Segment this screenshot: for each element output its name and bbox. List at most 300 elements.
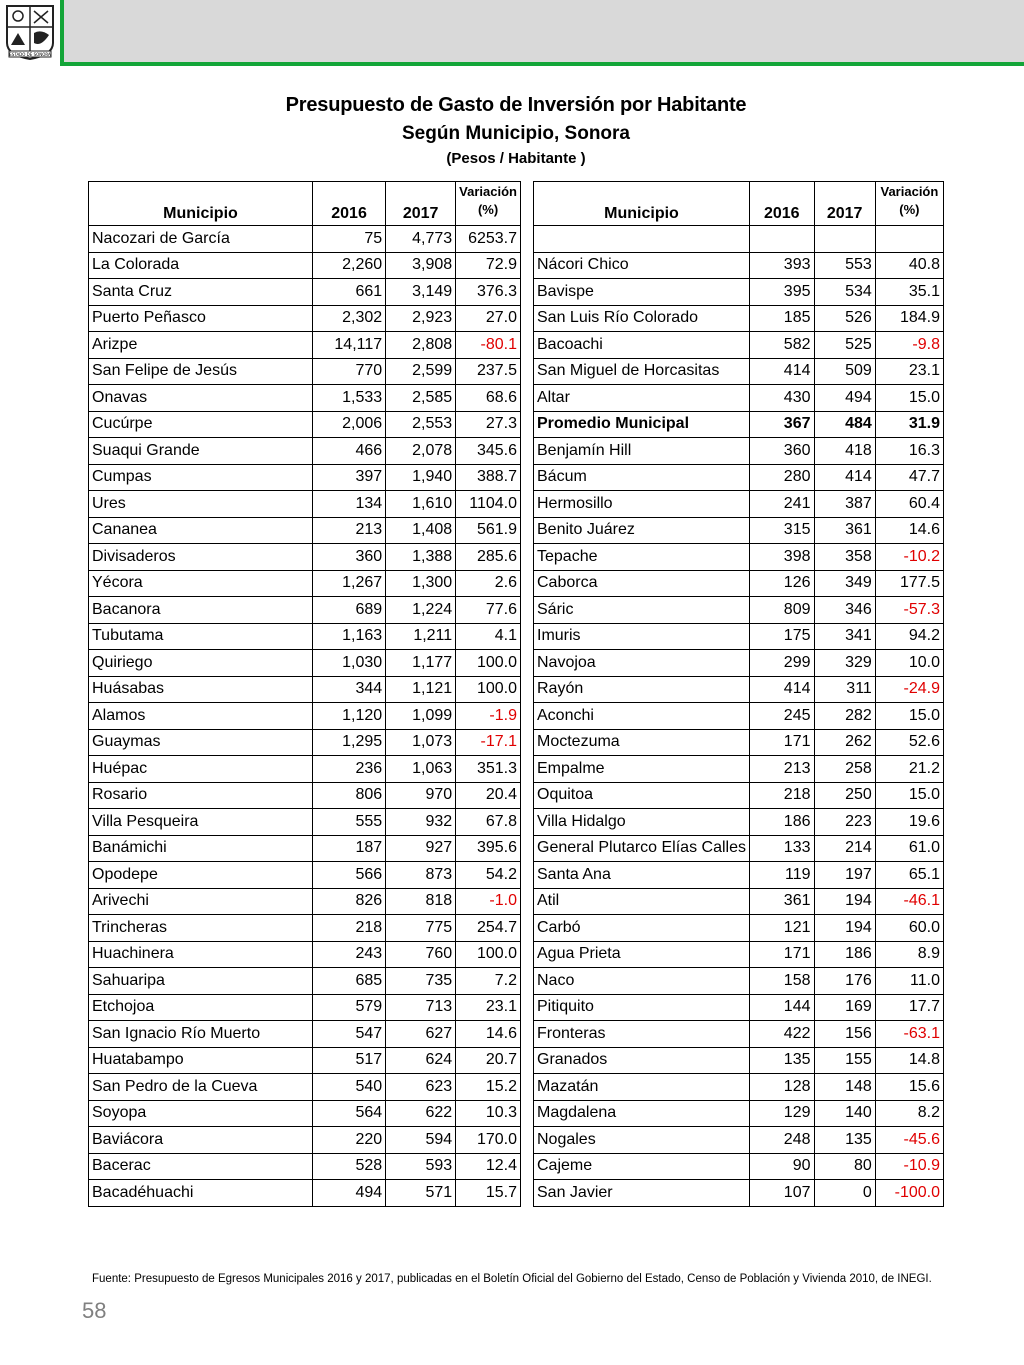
table-row	[89, 968, 521, 995]
cell-2017: 1,177	[386, 650, 456, 677]
cell-municipio: Alamos	[89, 703, 313, 730]
cell-municipio: Sahuaripa	[89, 968, 313, 995]
cell-variacion: 100.0	[456, 650, 521, 677]
cell-2017: 2,553	[386, 411, 456, 438]
table-row	[534, 835, 944, 862]
cell-municipio: Trincheras	[89, 915, 313, 942]
cell-municipio: Suaqui Grande	[89, 438, 313, 465]
cell-2016: 213	[749, 756, 814, 783]
cell-2016: 2,302	[312, 305, 385, 332]
cell-2017: 2,078	[386, 438, 456, 465]
cell-variacion: 100.0	[456, 941, 521, 968]
cell-variacion: 2.6	[456, 570, 521, 597]
column-header-variacion	[456, 182, 521, 226]
cell-municipio	[534, 226, 750, 253]
cell-variacion: 94.2	[875, 623, 943, 650]
cell-2016: 547	[312, 1021, 385, 1048]
cell-variacion: 31.9	[875, 411, 943, 438]
cell-variacion: -63.1	[875, 1021, 943, 1048]
cell-municipio: Oquitoa	[534, 782, 750, 809]
cell-2016: 360	[749, 438, 814, 465]
cell-municipio: Bavispe	[534, 279, 750, 306]
cell-2016: 1,295	[312, 729, 385, 756]
cell-2017: 156	[814, 1021, 875, 1048]
cell-variacion: -17.1	[456, 729, 521, 756]
cell-2016: 1,030	[312, 650, 385, 677]
table-row	[534, 252, 944, 279]
cell-2016: 134	[312, 491, 385, 518]
cell-municipio: Huépac	[89, 756, 313, 783]
cell-municipio: Nacozari de García	[89, 226, 313, 253]
cell-2017: 571	[386, 1180, 456, 1207]
cell-2017: 526	[814, 305, 875, 332]
table-row	[89, 332, 521, 359]
cell-variacion: 16.3	[875, 438, 943, 465]
cell-2016: 393	[749, 252, 814, 279]
table-row	[534, 358, 944, 385]
cell-variacion: 54.2	[456, 862, 521, 889]
cell-2016: 220	[312, 1127, 385, 1154]
cell-variacion: 77.6	[456, 597, 521, 624]
cell-2016: 90	[749, 1153, 814, 1180]
table-row	[534, 1047, 944, 1074]
cell-variacion: 376.3	[456, 279, 521, 306]
cell-2016: 280	[749, 464, 814, 491]
cell-2016: 564	[312, 1100, 385, 1127]
cell-municipio: Fronteras	[534, 1021, 750, 1048]
cell-2016: 360	[312, 544, 385, 571]
table-row	[89, 517, 521, 544]
variacion-label: Variación	[880, 184, 939, 199]
cell-2017: 1,063	[386, 756, 456, 783]
cell-2017: 418	[814, 438, 875, 465]
table-row	[89, 835, 521, 862]
cell-municipio: Caborca	[534, 570, 750, 597]
table-row	[89, 1180, 521, 1207]
table-row	[89, 809, 521, 836]
table-row	[534, 438, 944, 465]
cell-municipio: Arizpe	[89, 332, 313, 359]
table-row	[89, 1100, 521, 1127]
cell-municipio: Bacadéhuachi	[89, 1180, 313, 1207]
cell-2017: 1,388	[386, 544, 456, 571]
cell-2017: 1,610	[386, 491, 456, 518]
cell-2016: 158	[749, 968, 814, 995]
cell-municipio: Rosario	[89, 782, 313, 809]
state-coat-of-arms-logo	[3, 3, 57, 61]
table-row	[89, 1153, 521, 1180]
cell-variacion: -45.6	[875, 1127, 943, 1154]
cell-municipio: Divisaderos	[89, 544, 313, 571]
cell-municipio: Mazatán	[534, 1074, 750, 1101]
cell-2016: 299	[749, 650, 814, 677]
cell-2016: 119	[749, 862, 814, 889]
cell-2017: 258	[814, 756, 875, 783]
cell-2017: 341	[814, 623, 875, 650]
cell-2016: 579	[312, 994, 385, 1021]
page-units: (Pesos / Habitante )	[446, 150, 586, 167]
cell-municipio: Nogales	[534, 1127, 750, 1154]
cell-2017: 361	[814, 517, 875, 544]
table-row	[89, 782, 521, 809]
cell-2016: 344	[312, 676, 385, 703]
table-row	[534, 1127, 944, 1154]
cell-variacion: 237.5	[456, 358, 521, 385]
cell-2017: 194	[814, 888, 875, 915]
cell-2017: 735	[386, 968, 456, 995]
cell-2016: 1,120	[312, 703, 385, 730]
cell-municipio: Etchojoa	[89, 994, 313, 1021]
table-row	[89, 862, 521, 889]
cell-municipio: Sáric	[534, 597, 750, 624]
table-row	[534, 1180, 944, 1207]
cell-variacion: 170.0	[456, 1127, 521, 1154]
table-row	[89, 570, 521, 597]
page-title: Presupuesto de Gasto de Inversión por Habitante	[285, 94, 747, 116]
table-row	[534, 226, 944, 253]
page-number: 58	[82, 1298, 107, 1323]
table-row	[534, 703, 944, 730]
table-row	[89, 650, 521, 677]
logo-frame	[0, 0, 64, 66]
cell-2016	[749, 226, 814, 253]
cell-municipio: Naco	[534, 968, 750, 995]
table-row	[89, 438, 521, 465]
cell-2016: 171	[749, 729, 814, 756]
cell-2016: 367	[749, 411, 814, 438]
cell-2017: 1,211	[386, 623, 456, 650]
cell-variacion: 12.4	[456, 1153, 521, 1180]
cell-municipio: Altar	[534, 385, 750, 412]
cell-2016: 826	[312, 888, 385, 915]
table-row	[89, 1021, 521, 1048]
cell-variacion: 11.0	[875, 968, 943, 995]
cell-2017: 534	[814, 279, 875, 306]
cell-municipio: Aconchi	[534, 703, 750, 730]
cell-2016: 414	[749, 676, 814, 703]
cell-municipio: General Plutarco Elías Calles	[534, 835, 750, 862]
cell-2016: 661	[312, 279, 385, 306]
table-row	[89, 305, 521, 332]
cell-municipio: Promedio Municipal	[534, 411, 750, 438]
source-note: Fuente: Presupuesto de Egresos Municipales 2016 y 2017, publicadas en el Boletín Oficial del Gobierno del Estado, Censo de Población y Vivienda 2010, de INEGI.	[92, 1273, 932, 1285]
cell-2017: 282	[814, 703, 875, 730]
cell-variacion: 15.0	[875, 703, 943, 730]
cell-2016: 528	[312, 1153, 385, 1180]
cell-municipio: San Felipe de Jesús	[89, 358, 313, 385]
cell-2017: 2,599	[386, 358, 456, 385]
table-row	[534, 994, 944, 1021]
cell-2016: 430	[749, 385, 814, 412]
cell-municipio: Agua Prieta	[534, 941, 750, 968]
cell-municipio: Opodepe	[89, 862, 313, 889]
cell-2016: 129	[749, 1100, 814, 1127]
table-header-row	[89, 182, 521, 226]
cell-2016: 175	[749, 623, 814, 650]
table-row	[534, 941, 944, 968]
cell-variacion: 345.6	[456, 438, 521, 465]
table-row	[534, 597, 944, 624]
cell-variacion: 15.0	[875, 782, 943, 809]
cell-variacion: 14.6	[456, 1021, 521, 1048]
cell-variacion: 20.4	[456, 782, 521, 809]
cell-2017: 760	[386, 941, 456, 968]
variacion-unit: (%)	[899, 202, 920, 217]
cell-2016: 2,006	[312, 411, 385, 438]
cell-2016: 555	[312, 809, 385, 836]
cell-2017: 484	[814, 411, 875, 438]
table-row	[89, 358, 521, 385]
cell-2017: 2,923	[386, 305, 456, 332]
cell-2017: 358	[814, 544, 875, 571]
cell-municipio: Santa Ana	[534, 862, 750, 889]
cell-2016: 361	[749, 888, 814, 915]
cell-municipio: Villa Pesqueira	[89, 809, 313, 836]
table-row	[534, 279, 944, 306]
cell-2017: 155	[814, 1047, 875, 1074]
cell-municipio: Bacoachi	[534, 332, 750, 359]
cell-2016: 133	[749, 835, 814, 862]
cell-variacion: 351.3	[456, 756, 521, 783]
column-header-municipio: Municipio	[89, 182, 313, 226]
cell-2017: 2,808	[386, 332, 456, 359]
cell-variacion: -100.0	[875, 1180, 943, 1207]
cell-2017: 387	[814, 491, 875, 518]
table-row	[534, 782, 944, 809]
cell-2017: 262	[814, 729, 875, 756]
cell-municipio: Cumpas	[89, 464, 313, 491]
cell-2017: 594	[386, 1127, 456, 1154]
cell-variacion: 14.6	[875, 517, 943, 544]
cell-variacion: 52.6	[875, 729, 943, 756]
cell-municipio: Soyopa	[89, 1100, 313, 1127]
cell-2017: 1,224	[386, 597, 456, 624]
cell-variacion: 19.6	[875, 809, 943, 836]
cell-variacion: 17.7	[875, 994, 943, 1021]
cell-2016: 806	[312, 782, 385, 809]
cell-variacion: 60.0	[875, 915, 943, 942]
table-row	[89, 941, 521, 968]
cell-2017: 713	[386, 994, 456, 1021]
cell-2017: 970	[386, 782, 456, 809]
cell-2016: 494	[312, 1180, 385, 1207]
cell-2016: 126	[749, 570, 814, 597]
cell-variacion	[875, 226, 943, 253]
cell-municipio: Cananea	[89, 517, 313, 544]
cell-2016: 218	[749, 782, 814, 809]
cell-variacion: 285.6	[456, 544, 521, 571]
cell-municipio: Rayón	[534, 676, 750, 703]
cell-2016: 245	[749, 703, 814, 730]
svg-text:ESTADO DE SONORA: ESTADO DE SONORA	[9, 52, 51, 57]
cell-variacion: 254.7	[456, 915, 521, 942]
cell-2017: 509	[814, 358, 875, 385]
cell-2017: 1,300	[386, 570, 456, 597]
cell-municipio: Ures	[89, 491, 313, 518]
cell-2016: 566	[312, 862, 385, 889]
cell-2016: 414	[749, 358, 814, 385]
cell-2017: 775	[386, 915, 456, 942]
cell-2017: 4,773	[386, 226, 456, 253]
cell-municipio: Villa Hidalgo	[534, 809, 750, 836]
cell-variacion: -24.9	[875, 676, 943, 703]
cell-municipio: Nácori Chico	[534, 252, 750, 279]
cell-variacion: 61.0	[875, 835, 943, 862]
cell-2017: 194	[814, 915, 875, 942]
cell-variacion: 20.7	[456, 1047, 521, 1074]
cell-2016: 248	[749, 1127, 814, 1154]
cell-2017: 214	[814, 835, 875, 862]
cell-municipio: La Colorada	[89, 252, 313, 279]
left-data-table	[88, 181, 521, 1207]
column-header-2016: 2016	[749, 182, 814, 226]
cell-municipio: Puerto Peñasco	[89, 305, 313, 332]
table-row	[534, 544, 944, 571]
cell-variacion: -46.1	[875, 888, 943, 915]
cell-2016: 218	[312, 915, 385, 942]
table-row	[89, 703, 521, 730]
cell-2016: 422	[749, 1021, 814, 1048]
cell-2016: 213	[312, 517, 385, 544]
cell-municipio: San Pedro de la Cueva	[89, 1074, 313, 1101]
table-row	[534, 385, 944, 412]
cell-variacion: 72.9	[456, 252, 521, 279]
table-row	[534, 650, 944, 677]
cell-municipio: San Ignacio Río Muerto	[89, 1021, 313, 1048]
cell-2016: 466	[312, 438, 385, 465]
cell-variacion: 40.8	[875, 252, 943, 279]
cell-municipio: Onavas	[89, 385, 313, 412]
cell-2017: 197	[814, 862, 875, 889]
table-row	[89, 915, 521, 942]
variacion-unit: (%)	[477, 202, 499, 217]
cell-2017: 346	[814, 597, 875, 624]
cell-municipio: San Javier	[534, 1180, 750, 1207]
cell-2016: 135	[749, 1047, 814, 1074]
cell-2017: 818	[386, 888, 456, 915]
cell-2017: 148	[814, 1074, 875, 1101]
cell-municipio: Navojoa	[534, 650, 750, 677]
cell-variacion: 27.3	[456, 411, 521, 438]
cell-2017: 186	[814, 941, 875, 968]
cell-2017: 624	[386, 1047, 456, 1074]
variacion-label: Variación	[459, 184, 517, 199]
cell-variacion: 388.7	[456, 464, 521, 491]
cell-variacion: -1.9	[456, 703, 521, 730]
cell-2017: 135	[814, 1127, 875, 1154]
cell-2016: 14,117	[312, 332, 385, 359]
cell-municipio: Santa Cruz	[89, 279, 313, 306]
cell-2017: 223	[814, 809, 875, 836]
cell-municipio: San Miguel de Horcasitas	[534, 358, 750, 385]
table-row	[89, 888, 521, 915]
cell-municipio: Hermosillo	[534, 491, 750, 518]
cell-2016: 185	[749, 305, 814, 332]
cell-2017: 80	[814, 1153, 875, 1180]
table-row	[534, 411, 944, 438]
table-row	[534, 1021, 944, 1048]
table-row	[534, 1100, 944, 1127]
table-row	[89, 279, 521, 306]
cell-variacion: 67.8	[456, 809, 521, 836]
cell-municipio: Tubutama	[89, 623, 313, 650]
cell-municipio: Huatabampo	[89, 1047, 313, 1074]
cell-municipio: Pitiquito	[534, 994, 750, 1021]
cell-2016: 243	[312, 941, 385, 968]
cell-variacion: 14.8	[875, 1047, 943, 1074]
column-header-2017: 2017	[814, 182, 875, 226]
table-row	[534, 729, 944, 756]
cell-variacion: 23.1	[456, 994, 521, 1021]
cell-2016: 540	[312, 1074, 385, 1101]
table-row	[89, 252, 521, 279]
table-row	[89, 994, 521, 1021]
column-header-2016: 2016	[312, 182, 385, 226]
table-row	[534, 809, 944, 836]
cell-variacion: 1104.0	[456, 491, 521, 518]
cell-2017: 3,149	[386, 279, 456, 306]
table-row	[534, 1074, 944, 1101]
cell-2016: 2,260	[312, 252, 385, 279]
cell-2016: 517	[312, 1047, 385, 1074]
cell-2017: 1,940	[386, 464, 456, 491]
column-header-variacion	[875, 182, 943, 226]
cell-municipio: Baviácora	[89, 1127, 313, 1154]
cell-2017: 3,908	[386, 252, 456, 279]
cell-variacion: 15.7	[456, 1180, 521, 1207]
cell-municipio: Benito Juárez	[534, 517, 750, 544]
cell-2016: 395	[749, 279, 814, 306]
table-row	[89, 1074, 521, 1101]
table-row	[534, 1153, 944, 1180]
cell-2016: 187	[312, 835, 385, 862]
cell-2017: 927	[386, 835, 456, 862]
cell-variacion: 561.9	[456, 517, 521, 544]
cell-variacion: 47.7	[875, 464, 943, 491]
cell-variacion: 395.6	[456, 835, 521, 862]
table-row	[534, 517, 944, 544]
cell-2016: 1,267	[312, 570, 385, 597]
top-banner-accent-line	[0, 62, 1024, 66]
cell-2017	[814, 226, 875, 253]
cell-2017: 1,121	[386, 676, 456, 703]
table-row	[89, 756, 521, 783]
cell-municipio: Benjamín Hill	[534, 438, 750, 465]
cell-municipio: Cajeme	[534, 1153, 750, 1180]
table-row	[89, 597, 521, 624]
table-row	[534, 888, 944, 915]
cell-municipio: Quiriego	[89, 650, 313, 677]
cell-variacion: 65.1	[875, 862, 943, 889]
cell-variacion: 23.1	[875, 358, 943, 385]
cell-municipio: Huachinera	[89, 941, 313, 968]
cell-municipio: Empalme	[534, 756, 750, 783]
table-header-row	[534, 182, 944, 226]
cell-2016: 397	[312, 464, 385, 491]
cell-variacion: 15.2	[456, 1074, 521, 1101]
cell-2017: 1,408	[386, 517, 456, 544]
cell-municipio: Guaymas	[89, 729, 313, 756]
cell-2016: 315	[749, 517, 814, 544]
table-row	[89, 729, 521, 756]
cell-variacion: 184.9	[875, 305, 943, 332]
cell-2016: 144	[749, 994, 814, 1021]
cell-variacion: 177.5	[875, 570, 943, 597]
cell-variacion: -10.9	[875, 1153, 943, 1180]
cell-2017: 494	[814, 385, 875, 412]
table-row	[534, 676, 944, 703]
table-row	[534, 570, 944, 597]
